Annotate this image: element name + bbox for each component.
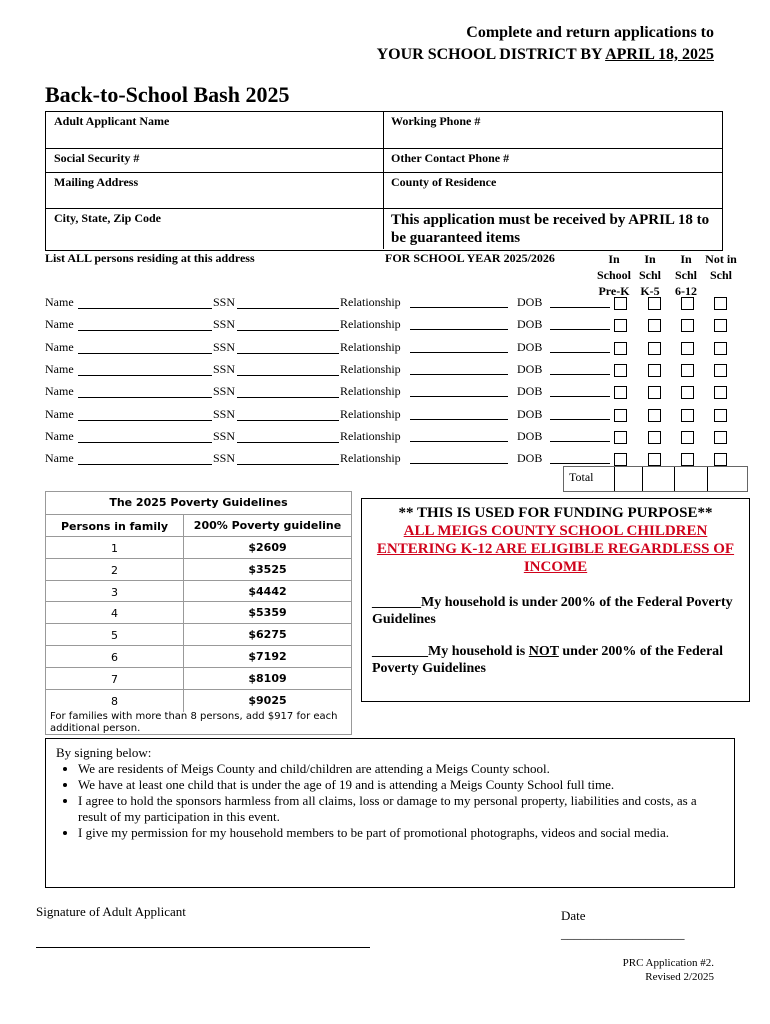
not-in-school-checkbox[interactable] xyxy=(714,342,727,355)
poverty-row xyxy=(46,645,351,668)
relationship-label: Relationship xyxy=(340,406,401,421)
return-instructions xyxy=(377,22,714,66)
dob-input[interactable] xyxy=(550,317,610,330)
person-row xyxy=(45,338,745,358)
city-state-zip-field[interactable]: City, State, Zip Code xyxy=(54,211,162,225)
guideline-amount: $9025 xyxy=(183,690,351,712)
guideline-amount: $7192 xyxy=(183,646,351,668)
persons-count: 1 xyxy=(111,542,118,555)
not-in-school-checkbox[interactable] xyxy=(714,409,727,422)
guideline-amount: $5359 xyxy=(183,602,351,624)
grade-6-12-checkbox[interactable] xyxy=(681,297,694,310)
name-input[interactable] xyxy=(78,295,212,309)
name-label: Name xyxy=(45,451,74,466)
ssn-input[interactable] xyxy=(237,340,339,354)
signing-agreement xyxy=(45,738,735,888)
person-row xyxy=(45,360,745,380)
dob-input[interactable] xyxy=(550,407,610,420)
grade-6-12-checkbox[interactable] xyxy=(681,431,694,444)
grade-6-12-checkbox[interactable] xyxy=(681,364,694,377)
revision-date: Revised 2/2025 xyxy=(645,971,714,983)
person-row xyxy=(45,382,745,402)
under-200-text: My household is under 200% of the Federal Poverty Guidelines xyxy=(372,595,733,627)
k5-checkbox[interactable] xyxy=(648,453,661,466)
not-in-school-checkbox[interactable] xyxy=(714,386,727,399)
persons-col-header: Persons in family xyxy=(60,520,169,533)
person-row xyxy=(45,293,745,313)
working-phone-field[interactable]: Working Phone # xyxy=(391,114,481,128)
deadline-date: APRIL 18, 2025 xyxy=(605,46,714,63)
prek-checkbox[interactable] xyxy=(614,453,627,466)
poverty-row xyxy=(46,558,351,581)
dob-label: DOB xyxy=(517,384,543,399)
ssn-label: SSN xyxy=(213,384,236,399)
not-under-200-blank[interactable]: ________ xyxy=(372,644,428,659)
ssn-label: SSN xyxy=(213,339,236,354)
funding-box xyxy=(361,498,750,702)
persons-count: 4 xyxy=(111,607,118,621)
county-field[interactable]: County of Residence xyxy=(391,175,497,189)
total-row xyxy=(563,466,748,492)
poverty-row xyxy=(46,689,351,712)
not-in-school-checkbox[interactable] xyxy=(714,319,727,332)
ssn-label: SSN xyxy=(213,295,236,309)
agreement-item: • I give my permission for my household members to be part of promotional photographs, videos and social media. xyxy=(78,825,724,841)
applicant-info-table xyxy=(45,111,723,251)
prek-checkbox[interactable] xyxy=(614,431,627,444)
not-under-200-option[interactable]: ________My household is NOT under 200% of the Federal Poverty Guidelines xyxy=(372,644,724,676)
dob-input[interactable] xyxy=(550,340,610,353)
return-line-1: Complete and return applications to xyxy=(466,24,714,41)
ssn-label: SSN xyxy=(213,428,236,443)
relationship-input[interactable] xyxy=(410,317,508,330)
person-row xyxy=(45,405,745,425)
dob-input[interactable] xyxy=(550,384,610,397)
ssn-field[interactable]: Social Security # xyxy=(54,151,140,165)
relationship-label: Relationship xyxy=(340,339,401,354)
poverty-footnote: For families with more than 8 persons, add $917 for each additional person. xyxy=(50,711,338,734)
signing-intro: By signing below: xyxy=(56,745,152,760)
guideline-amount: $8109 xyxy=(183,668,351,690)
total-label: Total xyxy=(569,470,594,484)
funding-heading: ** THIS IS USED FOR FUNDING PURPOSE** xyxy=(398,505,713,521)
persons-count: 6 xyxy=(111,651,118,664)
not-in-school-checkbox[interactable] xyxy=(714,364,727,377)
relationship-label: Relationship xyxy=(340,428,401,443)
relationship-label: Relationship xyxy=(340,295,401,309)
application-number: PRC Application #2. xyxy=(622,957,714,969)
agreement-item: • We have at least one child that is under the age of 19 and is attending a Meigs County School full time. xyxy=(78,777,724,793)
guideline-amount: $6275 xyxy=(183,624,351,646)
prek-checkbox[interactable] xyxy=(614,342,627,355)
grade-6-12-checkbox[interactable] xyxy=(681,319,694,332)
ssn-input[interactable] xyxy=(237,451,339,465)
col-6-12: In Schl 6-12 xyxy=(674,252,697,298)
ssn-input[interactable] xyxy=(237,407,339,421)
prek-checkbox[interactable] xyxy=(614,297,627,310)
ssn-input[interactable] xyxy=(237,384,339,398)
person-row xyxy=(45,315,745,335)
relationship-label: Relationship xyxy=(340,451,401,466)
guideline-amount: $2609 xyxy=(183,537,351,559)
poverty-row xyxy=(46,667,351,690)
dob-input[interactable] xyxy=(550,362,610,375)
persons-count: 2 xyxy=(111,563,118,577)
name-label: Name xyxy=(45,339,74,354)
poverty-row xyxy=(46,623,351,646)
not-in-school-checkbox[interactable] xyxy=(714,297,727,310)
school-year-label: FOR SCHOOL YEAR 2025/2026 xyxy=(385,251,555,265)
poverty-row xyxy=(46,580,351,603)
signature-label: Signature of Adult Applicant xyxy=(36,904,186,919)
name-input[interactable] xyxy=(78,384,212,398)
under-200-blank[interactable]: _______ xyxy=(372,595,421,610)
dob-label: DOB xyxy=(517,406,543,421)
other-phone-field[interactable]: Other Contact Phone # xyxy=(391,151,510,165)
k5-checkbox[interactable] xyxy=(648,297,661,310)
guideline-col-header: 200% Poverty guideline xyxy=(183,515,351,537)
not-in-school-checkbox[interactable] xyxy=(714,431,727,444)
deadline-notice: This application must be received by APRIL 18 to be guaranteed items xyxy=(391,212,710,246)
not-in-school-checkbox[interactable] xyxy=(714,453,727,466)
agreement-item: • We are residents of Meigs County and child/children are attending a Meigs County school. xyxy=(78,761,724,777)
prek-checkbox[interactable] xyxy=(614,386,627,399)
grade-6-12-checkbox[interactable] xyxy=(681,342,694,355)
adult-name-field[interactable]: Adult Applicant Name xyxy=(54,114,170,128)
relationship-input[interactable] xyxy=(410,407,508,420)
dob-input[interactable] xyxy=(550,295,610,308)
persons-count: 8 xyxy=(111,694,118,708)
relationship-input[interactable] xyxy=(410,340,508,353)
ssn-label: SSN xyxy=(213,317,236,332)
signature-line[interactable] xyxy=(36,947,370,948)
relationship-label: Relationship xyxy=(340,317,401,332)
k5-checkbox[interactable] xyxy=(648,409,661,422)
ssn-input[interactable] xyxy=(237,295,339,309)
persons-count: 3 xyxy=(111,585,118,599)
poverty-header-row xyxy=(46,514,351,537)
name-input[interactable] xyxy=(78,340,212,354)
ssn-label: SSN xyxy=(213,406,236,421)
ssn-label: SSN xyxy=(213,451,236,466)
k5-checkbox[interactable] xyxy=(648,431,661,444)
guideline-amount: $3525 xyxy=(183,559,351,581)
name-input[interactable] xyxy=(78,317,212,331)
name-label: Name xyxy=(45,406,74,421)
dob-input[interactable] xyxy=(550,429,610,442)
poverty-row xyxy=(46,536,351,559)
prek-checkbox[interactable] xyxy=(614,364,627,377)
poverty-guidelines-table xyxy=(45,491,352,735)
dob-input[interactable] xyxy=(550,451,610,464)
dob-label: DOB xyxy=(517,339,543,354)
grade-6-12-checkbox[interactable] xyxy=(681,409,694,422)
col-prek: In School Pre-K xyxy=(596,252,631,298)
col-not-in-school: Not in Schl xyxy=(705,252,737,282)
ssn-label: SSN xyxy=(213,361,236,376)
relationship-input[interactable] xyxy=(410,295,508,308)
relationship-input[interactable] xyxy=(410,451,508,464)
name-label: Name xyxy=(45,295,74,309)
k5-checkbox[interactable] xyxy=(648,319,661,332)
col-k5: In Schl K-5 xyxy=(638,252,661,298)
name-label: Name xyxy=(45,317,74,332)
name-input[interactable] xyxy=(78,429,212,443)
date-line[interactable]: ___________________ xyxy=(561,926,685,941)
guideline-amount: $4442 xyxy=(183,581,351,603)
grade-6-12-checkbox[interactable] xyxy=(681,386,694,399)
agreement-item: • I agree to hold the sponsors harmless from all claims, loss or damage to my personal property, liabilities and costs, as a result of my participation in this event. xyxy=(78,793,724,825)
name-input[interactable] xyxy=(78,407,212,421)
k5-checkbox[interactable] xyxy=(648,364,661,377)
page-title: Back-to-School Bash 2025 xyxy=(45,82,290,107)
name-label: Name xyxy=(45,428,74,443)
relationship-input[interactable] xyxy=(410,429,508,442)
dob-label: DOB xyxy=(517,361,543,376)
under-200-option[interactable] xyxy=(372,594,742,628)
poverty-row xyxy=(46,601,351,624)
dob-label: DOB xyxy=(517,295,543,309)
return-line-2 xyxy=(377,44,714,66)
name-input[interactable] xyxy=(78,362,212,376)
persons-count: 5 xyxy=(111,629,118,643)
form-id xyxy=(623,956,714,984)
relationship-input[interactable] xyxy=(410,384,508,397)
not-emphasis: NOT xyxy=(528,644,559,659)
prek-checkbox[interactable] xyxy=(614,319,627,332)
eligibility-notice: ALL MEIGS COUNTY SCHOOL CHILDREN ENTERING K-12 ARE ELIGIBLE REGARDLESS OF INCOME xyxy=(376,523,735,575)
name-label: Name xyxy=(45,361,74,376)
ssn-input[interactable] xyxy=(237,362,339,376)
dob-label: DOB xyxy=(517,428,543,443)
name-label: Name xyxy=(45,384,74,399)
poverty-title: The 2025 Poverty Guidelines xyxy=(109,496,288,509)
dob-label: DOB xyxy=(517,451,543,466)
relationship-label: Relationship xyxy=(340,361,401,376)
person-row xyxy=(45,427,745,447)
k5-checkbox[interactable] xyxy=(648,342,661,355)
grade-6-12-checkbox[interactable] xyxy=(681,453,694,466)
prek-checkbox[interactable] xyxy=(614,409,627,422)
ssn-input[interactable] xyxy=(237,429,339,443)
relationship-input[interactable] xyxy=(410,362,508,375)
mailing-address-field[interactable]: Mailing Address xyxy=(54,175,139,189)
date-label: Date xyxy=(561,908,586,923)
dob-label: DOB xyxy=(517,317,543,332)
name-input[interactable] xyxy=(78,451,212,465)
persons-count: 7 xyxy=(111,672,118,686)
return-line-2-prefix: YOUR SCHOOL DISTRICT BY xyxy=(376,46,606,63)
persons-list-label: List ALL persons residing at this address xyxy=(45,251,255,265)
ssn-input[interactable] xyxy=(237,317,339,331)
k5-checkbox[interactable] xyxy=(648,386,661,399)
relationship-label: Relationship xyxy=(340,384,401,399)
